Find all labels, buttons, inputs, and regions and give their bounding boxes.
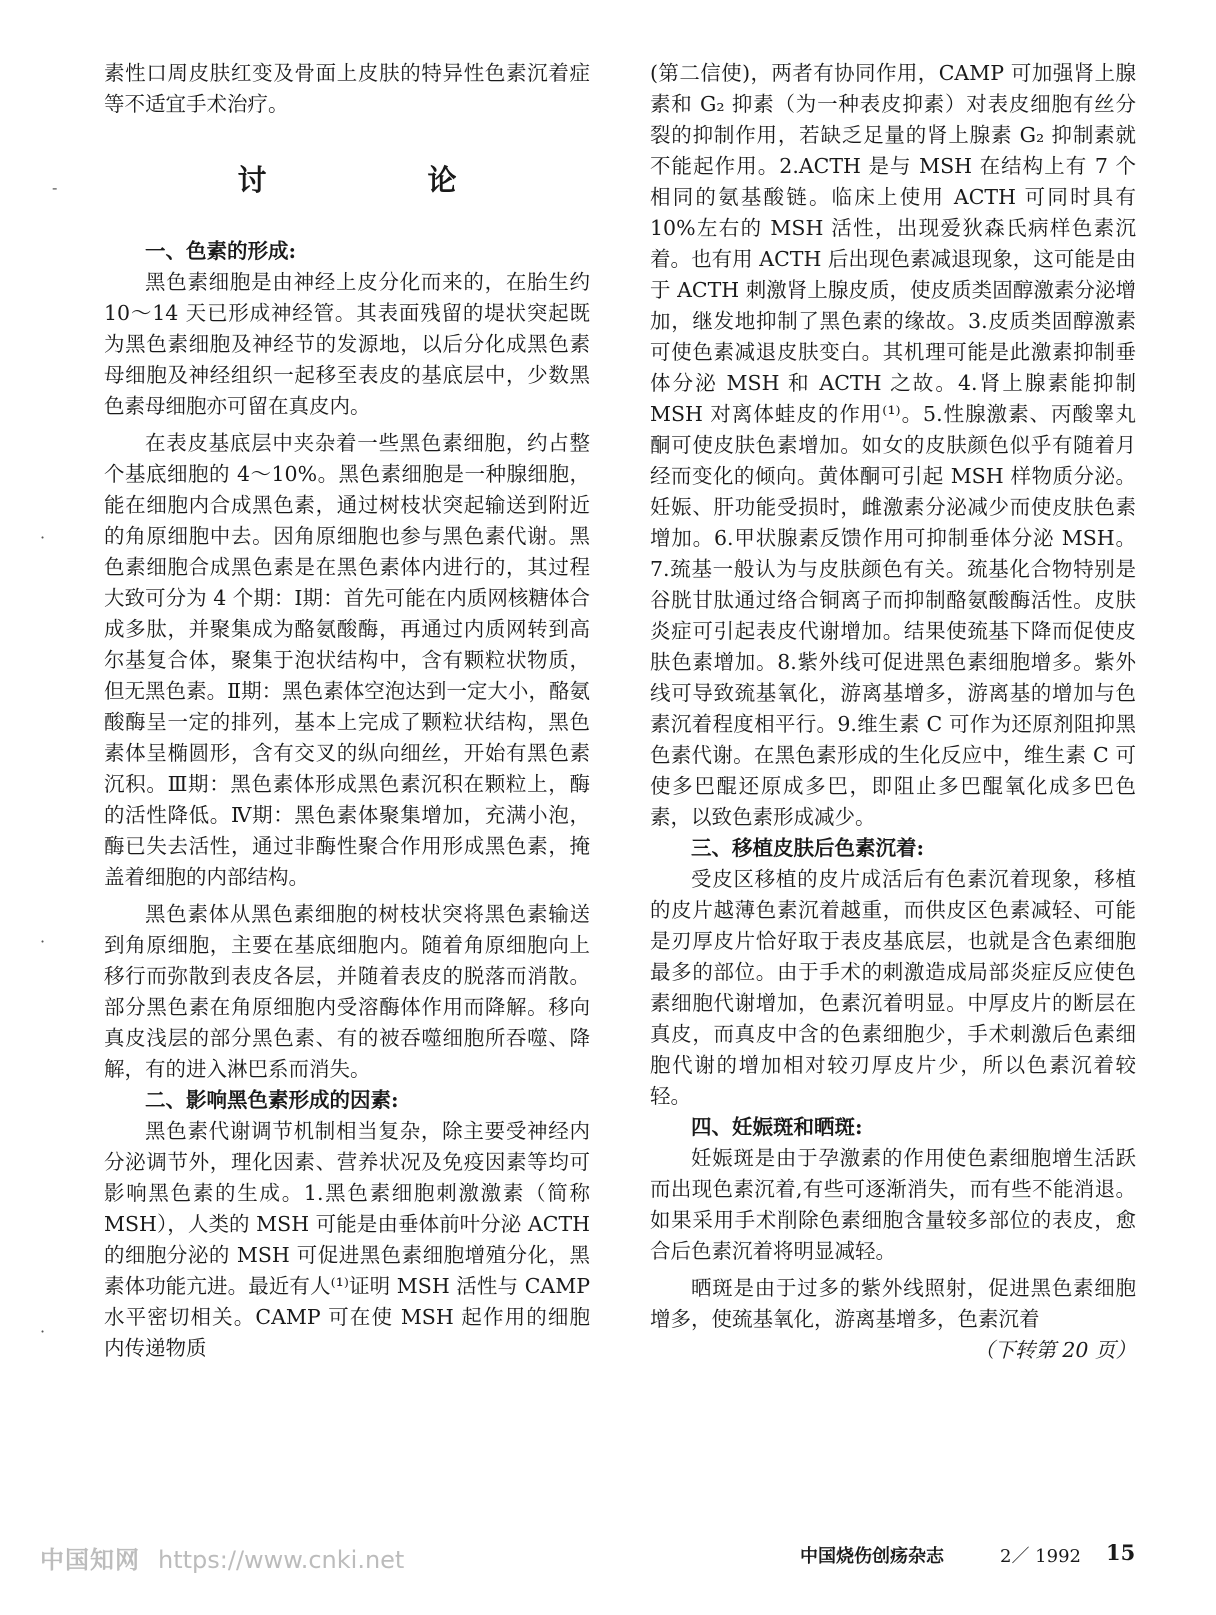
discussion-heading: 讨 论: [237, 163, 532, 197]
section2-heading: 二、影响黑色素形成的因素:: [145, 1088, 399, 1112]
section3-heading: 三、移植皮肤后色素沉着:: [691, 836, 925, 860]
top-text: 素性口周皮肤红变及骨面上皮肤的特异性色素沉着症等不适宜手术治疗。: [104, 61, 590, 116]
s3-paragraph-1: 受皮区移植的皮片成活后有色素沉着现象，移植的皮片越薄色素沉着越重，而供皮区色素减轻、可能是刃厚皮片恰好取于表皮基底层，也就是含色素细胞最多的部位。由于手术的刺激造成局部炎症反应使色素细胞代谢增加，色素沉着明显。中厚皮片的断层在真皮，而真皮中含的色素细胞少，手术刺激后色素细胞代谢的增加相对较刃厚皮片少，所以色素沉着较轻。: [650, 867, 1136, 1108]
s2-paragraph-1: 黑色素代谢调节机制相当复杂，除主要受神经内分泌调节外，理化因素、营养状况及免疫因素等均可影响黑色素的生成。1.黑色素细胞刺激激素（简称 MSH），人类的 MSH 可能是由垂体前叶分泌 ACTH 的细胞分泌的 MSH 可促进黑色素细胞增殖分化，黑素体功能亢进。最近有人⁽¹⁾证明 MSH 活性与 CAMP 水平密切相关。CAMP 可在使 MSH 起作用的细胞内传递物质: [104, 1119, 590, 1360]
left-column: [104, 58, 590, 1364]
margin-mark: ·: [40, 1322, 46, 1341]
section1-heading: 一、色素的形成:: [145, 239, 297, 263]
issue-number: 2／ 1992: [1000, 1546, 1081, 1567]
watermark-cnki-logo: 中国知网: [40, 1546, 140, 1574]
page-footer: [40, 1540, 1176, 1576]
margin-mark: ·: [40, 528, 46, 547]
s2-continued: (第二信使)，两者有协同作用，CAMP 可加强肾上腺素和 G₂ 抑素（为一种表皮抑素）对表皮细胞有丝分裂的抑制作用，若缺乏足量的肾上腺素 G₂ 抑制素就不能起作用。2.ACTH 是与 MSH 在结构上有 7 个相同的氨基酸链。临床上使用 ACTH 可同时具有 10%左右的 MSH 活性，出现爱狄森氏病样色素沉着。也有用 ACTH 后出现色素减退现象，这可能是由于 ACTH 刺激肾上腺皮质，使皮质类固醇激素分泌增加，继发地抑制了黑色素的缘故。3.皮质类固醇激素可使色素减退皮肤变白。其机理可能是此激素抑制垂体分泌 MSH 和 ACTH 之故。4.肾上腺素能抑制 MSH 对离体蛙皮的作用⁽¹⁾。5.性腺激素、丙酸睾丸酮可使皮肤色素增加。如女的皮肤颜色似乎有随着月经而变化的倾向。黄体酮可引起 MSH 样物质分泌。妊娠、肝功能受损时，雌激素分泌减少而使皮肤色素增加。6.甲状腺素反馈作用可抑制垂体分泌 MSH。7.巯基一般认为与皮肤颜色有关。巯基化合物特别是谷胱甘肽通过络合铜离子而抑制酪氨酸酶活性。皮肤炎症可引起表皮代谢增加。结果使巯基下降而促使皮肤色素增加。8.紫外线可促进黑色素细胞增多。紫外线可导致巯基氧化，游离基增多，游离基的增加与色素沉着程度相平行。9.维生素 C 可作为还原剂阻抑黑色素代谢。在黑色素形成的生化反应中，维生素 C 可使多巴醌还原成多巴，即阻止多巴醌氧化成多巴色素，以致色素形成减少。: [650, 61, 1136, 829]
s1-paragraph-2: 在表皮基底层中夹杂着一些黑色素细胞，约占整个基底细胞的 4～10%。黑色素细胞是一种腺细胞，能在细胞内合成黑色素，通过树枝状突起输送到附近的角原细胞中去。因角原细胞也参与黑色素代谢。黑色素细胞合成黑色素是在黑色素体内进行的，其过程大致可分为 4 个期：Ⅰ期：首先可能在内质网核糖体合成多肽，并聚集成为酪氨酸酶，再通过内质网转到高尔基复合体，聚集于泡状结构中，含有颗粒状物质，但无黑色素。Ⅱ期：黑色素体空泡达到一定大小，酪氨酸酶呈一定的排列，基本上完成了颗粒状结构，黑色素体呈椭圆形，含有交叉的纵向细丝，开始有黑色素沉积。Ⅲ期：黑色素体形成黑色素沉积在颗粒上，酶的活性降低。Ⅳ期：黑色素体聚集增加，充满小泡，酶已失去活性，通过非酶性聚合作用形成黑色素，掩盖着细胞的内部结构。: [104, 431, 590, 889]
continued-note: （下转第 20 页）: [973, 1338, 1136, 1362]
s1-paragraph-1: 黑色素细胞是由神经上皮分化而来的，在胎生约 10～14 天已形成神经管。其表面残留的堤状突起既为黑色素细胞及神经节的发源地，以后分化成黑色素母细胞及神经组织一起移至表皮的基底层中，少数黑色素母细胞亦可留在真皮内。: [104, 270, 590, 418]
margin-mark: -: [52, 178, 58, 197]
page-number: 15: [1106, 1540, 1136, 1565]
watermark: [40, 1540, 404, 1575]
journal-name: 中国烧伤创疡杂志: [800, 1546, 944, 1567]
right-column: [650, 58, 1136, 1366]
margin-mark: ·: [40, 932, 46, 951]
section4-heading: 四、妊娠斑和晒斑:: [691, 1115, 863, 1139]
s4-paragraph-2: 晒斑是由于过多的紫外线照射，促进黑色素细胞增多，使巯基氧化，游离基增多，色素沉着: [650, 1276, 1136, 1331]
s4-paragraph-1: 妊娠斑是由于孕激素的作用使色素细胞增生活跃而出现色素沉着,有些可逐渐消失，而有些不能消退。如果采用手术削除色素细胞含量较多部位的表皮，愈合后色素沉着将明显减轻。: [650, 1146, 1136, 1263]
watermark-url: https://www.cnki.net: [158, 1546, 405, 1574]
s1-paragraph-3: 黑色素体从黑色素细胞的树枝状突将黑色素输送到角原细胞，主要在基底细胞内。随着角原细胞向上移行而弥散到表皮各层，并随着表皮的脱落而消散。部分黑色素在角原细胞内受溶酶体作用而降解。移向真皮浅层的部分黑色素、有的被吞噬细胞所吞噬、降解，有的进入淋巴系而消失。: [104, 902, 590, 1081]
